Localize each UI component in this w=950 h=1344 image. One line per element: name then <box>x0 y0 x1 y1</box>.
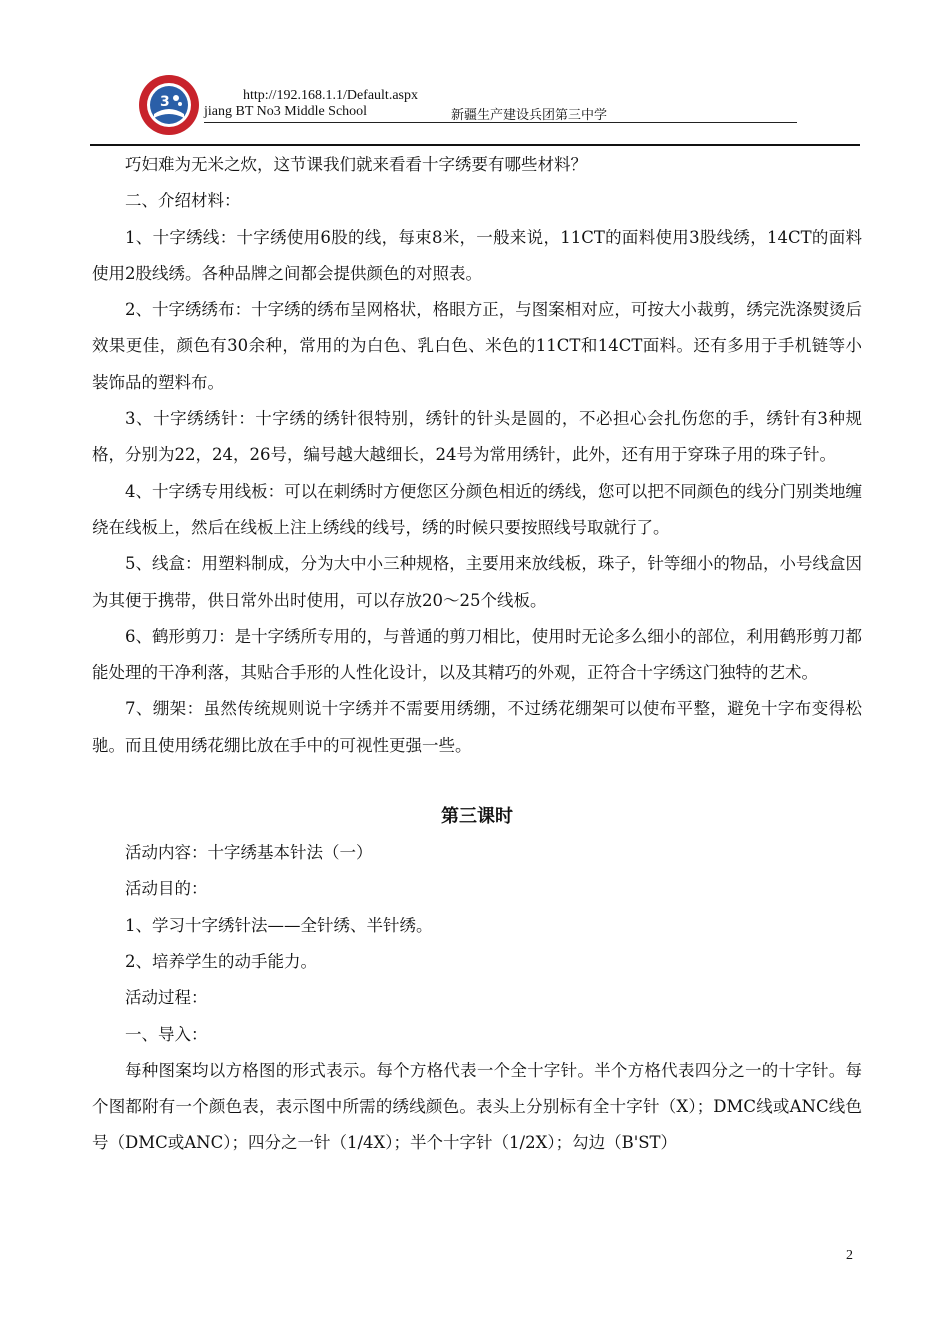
paragraph: 2、十字绣绣布：十字绣的绣布呈网格状，格眼方正，与图案相对应，可按大小裁剪，绣完洗涤熨烫后效果更佳，颜色有30余种，常用的为白色、乳白色、米色的11CT和14CT面料。还有多用于手机链等小装饰品的塑料布。 <box>92 300 862 392</box>
paragraph: 1、学习十字绣针法——全针绣、半针绣。 <box>125 915 433 935</box>
paragraph: 活动内容：十字绣基本针法（一） <box>125 843 373 863</box>
header-url: http://192.168.1.1/Default.aspx <box>243 88 418 103</box>
paragraph: 5、线盒：用塑料制成，分为大中小三种规格，主要用来放线板，珠子，针等细小的物品，小号线盒因为其便于携带，供日常外出时使用，可以存放20～25个线板。 <box>92 554 862 610</box>
paragraph: 二、介绍材料： <box>125 191 241 211</box>
paragraph: 每种图案均以方格图的形式表示。每个方格代表一个全十字针。半个方格代表四分之一的十字针。每个图都附有一个颜色表，表示图中所需的绣线颜色。表头上分别标有全十字针（X）；DMC线或ANC线色号（DMC或ANC）；四分之一针（1/4X）；半个十字针（1/2X）；勾边（B'ST） <box>92 1060 862 1153</box>
paragraph: 活动过程： <box>125 988 208 1008</box>
paragraph: 7、绷架：虽然传统规则说十字绣并不需要用绣绷，不过绣花绷架可以使布平整，避免十字布变得松驰。而且使用绣花绷比放在手中的可视性更强一些。 <box>92 699 862 755</box>
spacer <box>92 764 862 799</box>
paragraph: 巧妇难为无米之炊，这节课我们就来看看十字绣要有哪些材料？ <box>125 155 587 174</box>
svg-text:3: 3 <box>160 94 170 110</box>
document-body <box>92 147 862 1162</box>
paragraph: 3、十字绣绣针：十字绣的绣针很特别，绣针的针头是圆的，不必担心会扎伤您的手，绣针有3种规格，分别为22，24，26号，编号越大越细长，24号为常用绣针，此外，还有用于穿珠子用的珠子针。 <box>92 409 862 465</box>
header-school-cn: 新疆生产建设兵团第三中学 <box>451 108 608 123</box>
paragraph: 1、十字绣线：十字绣使用6股的线，每束8米，一般来说，11CT的面料使用3股线绣，14CT的面料使用2股线绣。各种品牌之间都会提供颜色的对照表。 <box>92 227 862 283</box>
paragraph: 一、导入： <box>125 1024 208 1044</box>
page-header <box>0 0 950 150</box>
paragraph: 6、鹤形剪刀：是十字绣所专用的，与普通的剪刀相比，使用时无论多么细小的部位，利用鹤形剪刀都能处理的干净利落，其贴合手形的人性化设计，以及其精巧的外观，正符合十字绣这门独特的艺术。 <box>92 626 862 683</box>
header-divider <box>90 144 860 146</box>
header-rule <box>204 122 797 123</box>
lesson-title: 第三课时 <box>441 806 513 828</box>
school-emblem-icon <box>138 74 200 136</box>
paragraph: 4、十字绣专用线板：可以在刺绣时方便您区分颜色相近的绣线，您可以把不同颜色的线分门别类地缠绕在线板上，然后在线板上注上绣线的线号，绣的时候只要按照线号取就行了。 <box>92 481 862 537</box>
page-number: 2 <box>846 1248 853 1263</box>
paragraph: 2、培养学生的动手能力。 <box>125 951 317 971</box>
header-school-en: jiang BT No3 Middle School <box>204 104 368 119</box>
paragraph: 活动目的： <box>125 879 208 899</box>
